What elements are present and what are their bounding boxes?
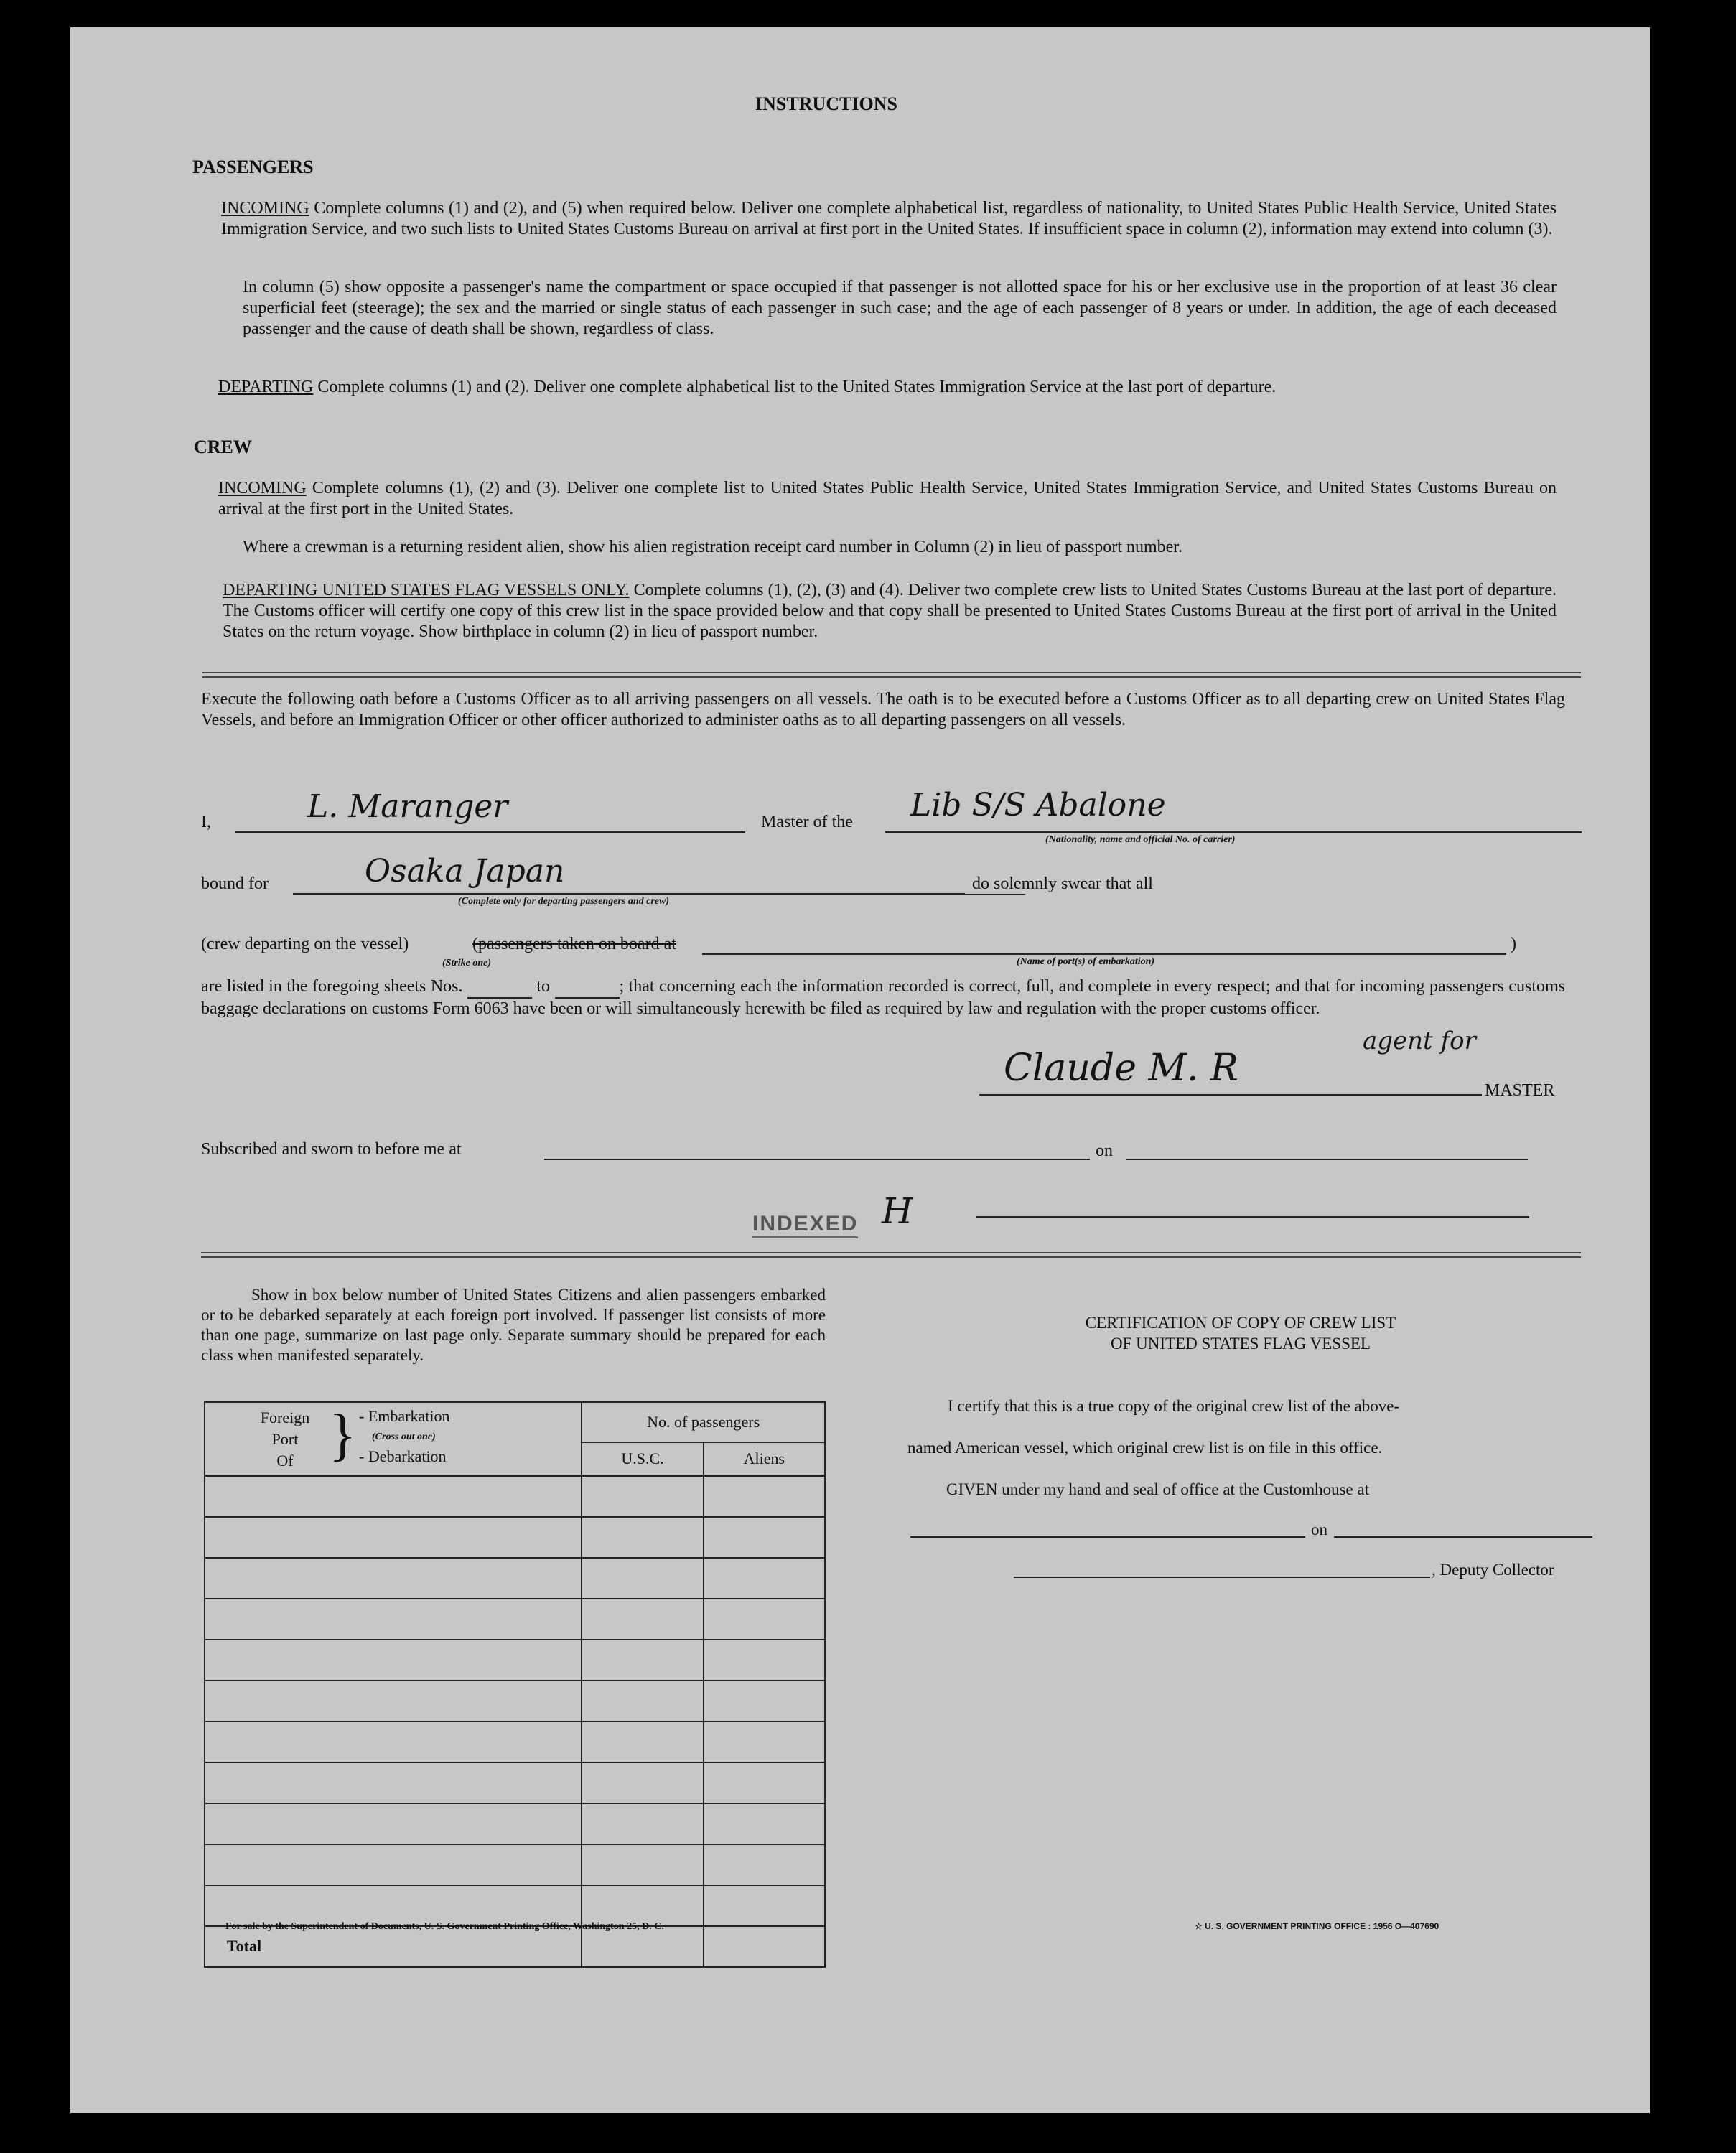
master-label: MASTER — [1485, 1081, 1555, 1100]
destination-line — [293, 893, 1025, 895]
passengers-departing-label: DEPARTING — [218, 378, 314, 396]
table-row — [205, 1681, 825, 1722]
crew-departing-text: Complete columns (1), (2), (3) and (4). Deliver two complete crew lists to United States Customs Bureau at the last port of departure. The Customs officer will certify one copy of this crew list in the space provided below and that copy shall be presented to United States Customs Bureau at the first port of arrival in the United States on the return voyage. Show birthplace in column (2) in lieu of passport number. — [223, 581, 1557, 641]
passengers-departing-text: Complete columns (1) and (2). Deliver one complete alphabetical list to the United States Immigration Service at the last port of departure. — [317, 378, 1277, 396]
vessel-caption: (Nationality, name and official No. of carrier) — [1045, 834, 1236, 845]
table-row — [205, 1517, 825, 1558]
table-row — [205, 1476, 825, 1517]
crew-heading: CREW — [194, 436, 252, 457]
table-row — [205, 1558, 825, 1599]
table-row — [205, 1599, 825, 1640]
master-signature-line — [979, 1094, 1482, 1096]
destination-handwritten: Osaka Japan — [365, 853, 565, 889]
footer-right: ☆ U. S. GOVERNMENT PRINTING OFFICE : 1956 O—407690 — [1195, 1921, 1439, 1931]
certification-on-label: on — [1311, 1521, 1327, 1538]
passengers-incoming-label: INCOMING — [221, 199, 309, 218]
form-page — [70, 27, 1650, 2113]
passengers-incoming-text: Complete columns (1) and (2), and (5) when required below. Deliver one complete alphabetical list, regardless of nationality, to United States Public Health Service, United States Immigration Service, and two such lists to United States Customs Bureau on arrival at first port in the United States. If insufficient space in column (2), information may extend into column (3). — [221, 199, 1557, 238]
crew-departing-option: (crew departing on the vessel) — [201, 935, 409, 953]
agent-note-handwritten: agent for — [1363, 1027, 1476, 1055]
section-divider — [202, 672, 1581, 678]
certification-title — [968, 1312, 1513, 1354]
certification-title-line1: CERTIFICATION OF COPY OF CREW LIST — [1085, 1314, 1396, 1332]
port-caption: (Name of port(s) of embarkation) — [1017, 956, 1155, 967]
subscribed-place-line — [544, 1159, 1090, 1160]
passengers-heading: PASSENGERS — [192, 157, 314, 177]
vessel-line — [885, 831, 1582, 833]
customhouse-place-line — [910, 1536, 1305, 1538]
vessel-handwritten: Lib S/S Abalone — [910, 787, 1166, 823]
to-label: to — [536, 977, 551, 996]
usc-header: U.S.C. — [582, 1442, 703, 1475]
column5-paragraph: In column (5) show opposite a passenger's name the compartment or space occupied if that passenger is not allotted space for his or her exclusive use in the proportion of at least 36 clear superficial feet (steerage); the sex and the married or single status of each passenger in such case; and the age of each passenger of 8 years or under. In addition, the age of each deceased passenger and the cause of death shall be shown, regardless of class. — [243, 278, 1557, 338]
port-header-line3: Of — [276, 1452, 294, 1470]
table-row — [205, 1844, 825, 1885]
certification-line3: GIVEN under my hand and seal of office at the Customhouse at — [946, 1480, 1370, 1498]
port-header-cell — [205, 1402, 582, 1476]
debarkation-label: - Debarkation — [359, 1447, 447, 1465]
crew-incoming-paragraph — [218, 478, 1557, 520]
oath-i-label: I, — [201, 813, 211, 831]
port-header-line1: Foreign — [260, 1409, 310, 1426]
deputy-collector-label: , Deputy Collector — [1432, 1561, 1554, 1579]
passengers-option-struck: (passengers taken on board at — [472, 935, 676, 953]
resident-alien-note: Where a crewman is a returning resident alien, show his alien registration receipt card number in Column (2) in lieu of passport number. — [243, 538, 1182, 556]
oath-intro: Execute the following oath before a Customs Officer as to all arriving passengers on all vessels. The oath is to be executed before a Customs Officer as to all departing crew on United States Flag Vessels, and before an Immigration Officer or other officer authorized to administer oaths as to all departing passengers on all vessels. — [201, 690, 1565, 729]
customhouse-date-line — [1334, 1536, 1592, 1538]
strike-caption: (Strike one) — [442, 958, 492, 968]
certification-line2: named American vessel, which original crew list is on file in this office. — [907, 1439, 1383, 1457]
subscribed-on-label: on — [1096, 1141, 1113, 1160]
section-divider-2 — [201, 1252, 1581, 1258]
page-title: INSTRUCTIONS — [755, 93, 897, 114]
table-row — [205, 1803, 825, 1844]
indexed-initial: H — [882, 1190, 913, 1232]
destination-caption: (Complete only for departing passengers and crew) — [458, 896, 669, 907]
master-of-label: Master of the — [761, 813, 853, 831]
port-embarkation-line — [702, 953, 1506, 955]
close-paren: ) — [1511, 935, 1516, 953]
passengers-incoming-paragraph — [221, 198, 1557, 240]
sheet-from-blank — [467, 976, 532, 999]
listed-sheets-paragraph — [201, 976, 1565, 1019]
passenger-summary-table — [204, 1401, 826, 1968]
bound-for-label: bound for — [201, 874, 269, 893]
passengers-count-header: No. of passengers — [582, 1402, 825, 1442]
master-signature: Claude M. R — [1004, 1047, 1238, 1090]
total-label: Total — [205, 1926, 582, 1967]
port-header-label — [246, 1407, 325, 1472]
crew-departing-label: DEPARTING UNITED STATES FLAG VESSELS ONLY. — [223, 581, 630, 599]
brace-glyph: } — [329, 1404, 357, 1467]
embarkation-label: - Embarkation — [359, 1407, 450, 1425]
listed-post: ; that concerning each the information recorded is correct, full, and complete in every respect; and that for incoming passengers customs baggage declarations on customs Form 6063 have been or will simultaneously herewith be filed as required by law and regulation with the proper customs officer. — [201, 977, 1566, 1018]
cross-out-note: (Cross out one) — [372, 1432, 436, 1442]
certification-title-line2: OF UNITED STATES FLAG VESSEL — [1111, 1335, 1371, 1353]
swear-text: do solemnly swear that all — [965, 874, 1153, 894]
table-row — [205, 1640, 825, 1681]
subscribed-date-line — [1126, 1159, 1528, 1160]
subscribed-label: Subscribed and sworn to before me at — [201, 1140, 462, 1159]
aliens-header: Aliens — [704, 1442, 825, 1475]
listed-pre: are listed in the foregoing sheets Nos. — [201, 977, 463, 996]
port-header-line2: Port — [271, 1430, 299, 1448]
sheet-to-blank — [555, 976, 620, 999]
certification-line1: I certify that this is a true copy of the original crew list of the above- — [948, 1397, 1400, 1415]
crew-departing-paragraph — [223, 580, 1557, 643]
officer-signature-line — [976, 1216, 1529, 1218]
table-row — [205, 1722, 825, 1762]
crew-incoming-text: Complete columns (1), (2) and (3). Deliver one complete list to United States Public Health Service, United States Immigration Service, and United States Customs Bureau on arrival at the first port in the United States. — [218, 479, 1557, 518]
crew-incoming-label: INCOMING — [218, 479, 307, 498]
table-row — [205, 1762, 825, 1803]
summary-instructions: Show in box below number of United States Citizens and alien passengers embarked or to be debarked separately at each foreign port involved. If passenger list consists of more than one page, summarize on last page only. Separate summary should be prepared for each class when manifested separately. — [201, 1286, 826, 1364]
table-row — [205, 1885, 825, 1926]
indexed-stamp: INDEXED — [752, 1212, 858, 1238]
master-name-handwritten: L. Maranger — [307, 788, 508, 825]
master-name-line — [235, 831, 745, 833]
deputy-collector-line — [1014, 1577, 1430, 1578]
footer-left: For sale by the Superintendent of Documents, U. S. Government Printing Office, Washington 25, D. C. — [225, 1921, 664, 1932]
passengers-departing-paragraph — [218, 377, 1557, 398]
